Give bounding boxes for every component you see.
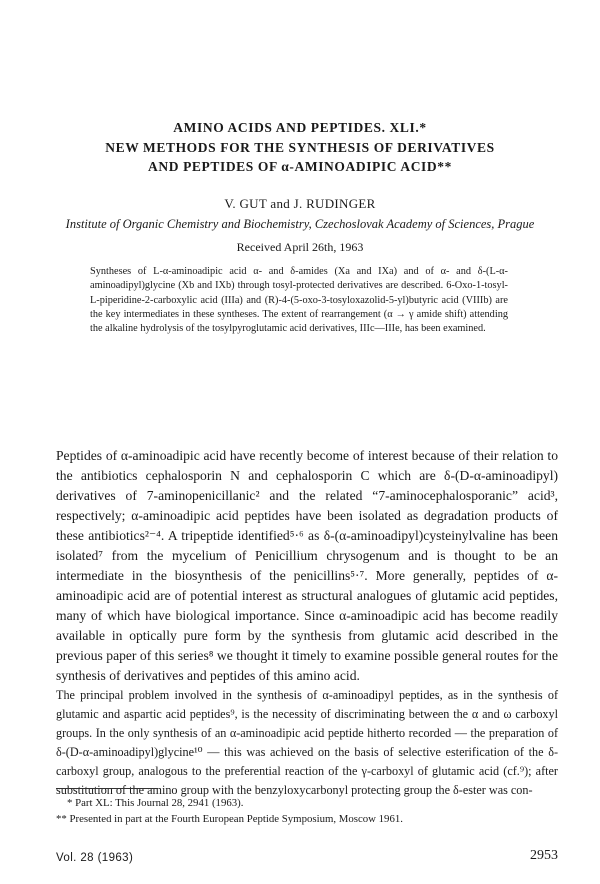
authors: V. GUT and J. RUDINGER	[224, 196, 376, 211]
title-line-1: AMINO ACIDS AND PEPTIDES. XLI.*	[173, 120, 427, 135]
received-date: Received April 26th, 1963	[236, 240, 364, 254]
affiliation: Institute of Organic Chemistry and Biochemistry, Czechoslovak Academy of Sciences, Prague	[65, 217, 535, 231]
abstract: Syntheses of L-α-aminoadipic acid α- and δ-amides (Xa and IXa) and of α- and δ-(L-α-aminoadipyl)glycine (Xb and IXb) through tosyl-protected derivatives are described. 6-Oxo-1-tosyl-L-piperidine-2-carboxylic acid (IIIa) and (R)-4-(5-oxo-3-tosyloxazolid-5-yl)butyric acid (VIIIb) are the key intermediates in these syntheses. The extent of rearrangement (α → γ amide shift) attending the alkaline hydrolysis of the tosylpyroglutamic acid derivatives, IIIc—IIIe, has been examined.	[90, 266, 508, 335]
title-line-3: AND PEPTIDES OF α-AMINOADIPIC ACID**	[148, 159, 452, 174]
footnote-1: * Part XL: This Journal 28, 2941 (1963).	[67, 797, 244, 809]
body-paragraph-2: The principal problem involved in the synthesis of α-aminoadipyl peptides, as in the synthesis of glutamic and aspartic acid peptides⁹, is the necessity of discriminating between the α and ω carboxyl groups. In the only synthesis of an α-aminoadipic acid peptide hitherto recorded — the preparation of δ-(D-α-aminoadipyl)glycine¹⁰ — this was achieved on the basis of selective esterification of the δ-carboxyl group, analogous to the preferential reaction of the γ-carboxyl of glutamic acid (cf.⁹); after substitution of the amino group with the benzyloxycarbonyl protecting group the δ-ester was con-	[56, 688, 558, 797]
footnote-divider	[56, 788, 158, 789]
body-paragraph-1: Peptides of α-aminoadipic acid have recently become of interest because of their relation to the antibiotics cephalosporin N and cephalosporin C which are δ-(D-α-aminoadipyl) derivatives of 7-aminopenicillanic² and the related “7-aminocephalosporanic” acid³, respectively; α-aminoadipic acid peptides have been isolated as degradation products of these antibiotics²⁻⁴. A tripeptide identified⁵·⁶ as δ-(α-aminoadipyl)cysteinylvaline has been isolated⁷ from the mycelium of Penicillium chrysogenum and is thought to be an intermediate in the biosynthesis of the penicillins⁵·⁷. More generally, peptides of α-aminoadipic acid are of potential interest as structural analogues of glutamic acid peptides, many of which have biological importance. Since α-aminoadipic acid has become readily available in optically pure form by the synthesis from glutamic acid described in the previous paper of this series⁸ we thought it timely to examine possible general routes for the synthesis of derivatives and peptides of this amino acid.	[56, 448, 558, 683]
journal-volume: Vol. 28 (1963)	[56, 852, 134, 864]
page-number: 2953	[530, 848, 558, 863]
footnote-2: ** Presented in part at the Fourth European Peptide Symposium, Moscow 1961.	[56, 813, 403, 825]
body-text	[56, 446, 558, 799]
title-line-2: NEW METHODS FOR THE SYNTHESIS OF DERIVATIVES	[105, 140, 495, 155]
